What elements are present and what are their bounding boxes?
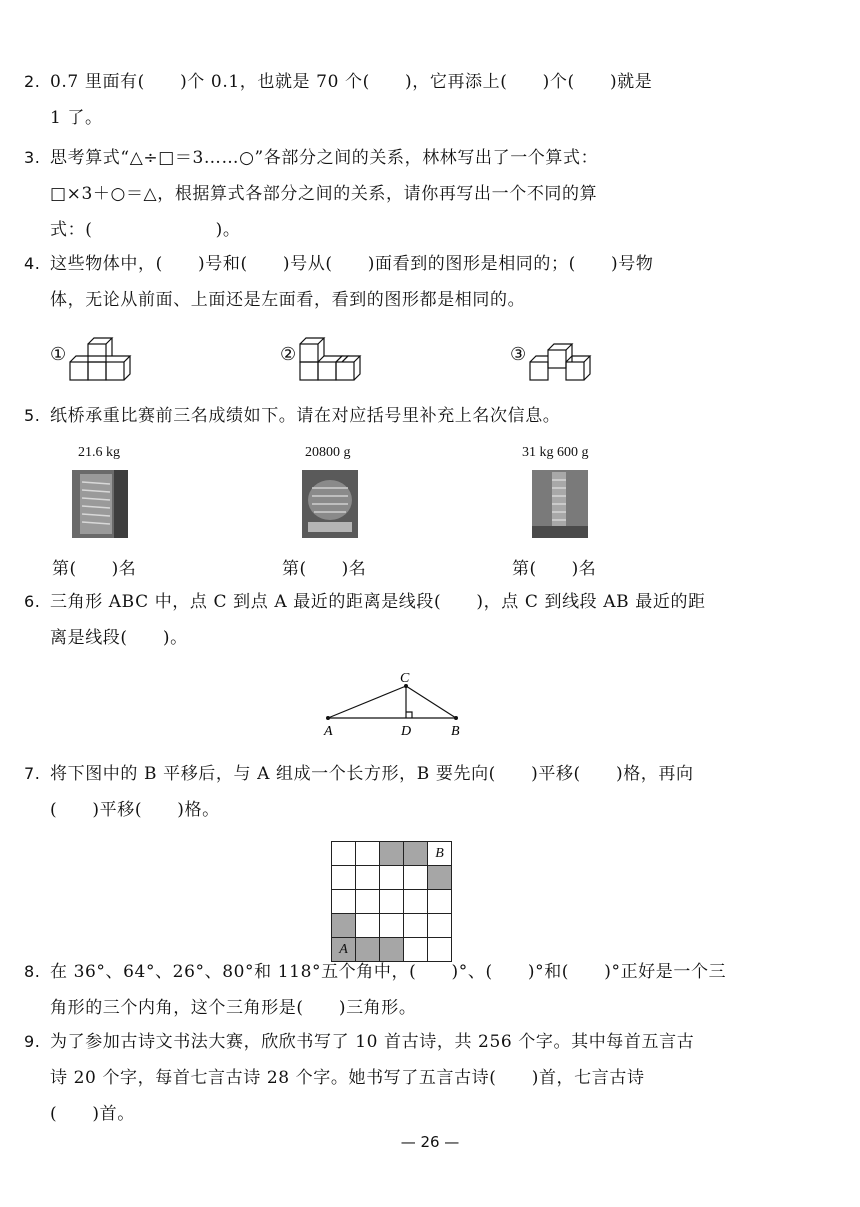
paper-bridge-photo-2: [302, 470, 358, 538]
bridge-weight-2: 20800 g: [305, 445, 351, 460]
cube-stack-icon: [294, 332, 384, 384]
grid-cell: [356, 914, 380, 938]
grid-cell: [404, 866, 428, 890]
grid-cell: [380, 914, 404, 938]
vertex-a-label: A: [324, 724, 333, 738]
grid-cell-shaded: [428, 866, 452, 890]
solid-label: ①: [50, 344, 67, 365]
grid-cell-shaded: [404, 842, 428, 866]
question-number: 6.: [24, 592, 41, 611]
grid-cell: [428, 914, 452, 938]
question-number: 9.: [24, 1032, 41, 1051]
bridge-rank-2: 第( )名: [282, 559, 367, 579]
question-3: [24, 140, 744, 248]
question-text-line2: □×3＋○＝△，根据算式各部分之间的关系，请你再写出一个不同的算: [50, 184, 598, 204]
vertex-c-label: C: [400, 671, 410, 686]
question-text-line2: 角形的三个内角，这个三角形是( )三角形。: [50, 998, 417, 1018]
question-text-line2: ( )平移( )格。: [50, 800, 220, 820]
question-text-line1: 纸桥承重比赛前三名成绩如下。请在对应括号里补充上名次信息。: [50, 406, 561, 426]
question-text-line1: 三角形 ABC 中，点 C 到点 A 最近的距离是线段( )，点 C 到线段 AB 最近的距: [50, 592, 706, 612]
grid-cell: [404, 890, 428, 914]
grid-cell: [356, 866, 380, 890]
grid-cell: [332, 890, 356, 914]
grid-cell: [356, 890, 380, 914]
solid-label: ③: [510, 344, 527, 365]
question-number: 5.: [24, 406, 41, 425]
paper-bridge-photo-1: [72, 470, 128, 538]
grid-cell: [332, 866, 356, 890]
question-4: [24, 246, 744, 318]
grid-cell: [356, 842, 380, 866]
question-text-line3: ( )首。: [50, 1104, 135, 1124]
grid-cell: [380, 890, 404, 914]
question-5: [24, 398, 744, 434]
question-text-line1: 将下图中的 B 平移后，与 A 组成一个长方形，B 要先向( )平移( )格，再向: [50, 764, 694, 784]
bridge-weight-1: 21.6 kg: [78, 445, 120, 460]
question-9: [24, 1024, 744, 1132]
question-7: [24, 756, 744, 828]
question-text-line1: 0.7 里面有( )个 0.1，也就是 70 个( )，它再添上( )个( )就是: [50, 72, 653, 92]
question-text-line1: 为了参加古诗文书法大赛，欣欣书写了 10 首古诗，共 256 个字。其中每首五言古: [50, 1032, 695, 1052]
point-d-label: D: [401, 724, 412, 738]
triangle-abc-diagram: [318, 668, 478, 738]
question-number: 3.: [24, 148, 41, 167]
page-number: — 26 —: [400, 1133, 460, 1151]
grid-cell-shaded: [332, 914, 356, 938]
cube-stack-icon: [64, 332, 154, 384]
grid-cell: [380, 866, 404, 890]
question-text-line3: 式：( )。: [50, 220, 241, 240]
grid-cell-shaded: [380, 842, 404, 866]
question-text-line2: 诗 20 个字，每首七言古诗 28 个字。她书写了五言古诗( )首，七言古诗: [50, 1068, 645, 1088]
question-text-line1: 思考算式“△÷□＝3……○”各部分之间的关系，林林写出了一个算式：: [50, 148, 599, 168]
question-text-line1: 这些物体中，( )号和( )号从( )面看到的图形是相同的；( )号物: [50, 254, 654, 274]
solid-label: ②: [280, 344, 297, 365]
question-number: 4.: [24, 254, 41, 273]
question-text-line2: 1 了。: [50, 108, 103, 128]
question-text-line1: 在 36°、64°、26°、80°和 118°五个角中，( )°、( )°和( )°正好是一个三: [50, 962, 727, 982]
grid-cell: [332, 842, 356, 866]
bridge-rank-3: 第( )名: [512, 559, 597, 579]
question-6: [24, 584, 744, 656]
cube-stack-icon: [524, 332, 614, 384]
paper-bridge-photo-3: [532, 470, 588, 538]
translation-grid: [331, 841, 452, 962]
question-number: 2.: [24, 72, 41, 91]
question-text-line2: 体，无论从前面、上面还是左面看，看到的图形都是相同的。: [50, 290, 526, 310]
bridge-weight-3: 31 kg 600 g: [522, 445, 589, 460]
grid-cell: [428, 890, 452, 914]
bridge-rank-1: 第( )名: [52, 559, 137, 579]
grid-cell: [404, 914, 428, 938]
grid-cell-a: A: [332, 938, 356, 962]
grid-cell-b: B: [428, 842, 452, 866]
question-number: 8.: [24, 962, 41, 981]
question-2: [24, 64, 744, 136]
question-8: [24, 954, 744, 1026]
question-number: 7.: [24, 764, 41, 783]
vertex-b-label: B: [451, 724, 460, 738]
question-text-line2: 离是线段( )。: [50, 628, 188, 648]
